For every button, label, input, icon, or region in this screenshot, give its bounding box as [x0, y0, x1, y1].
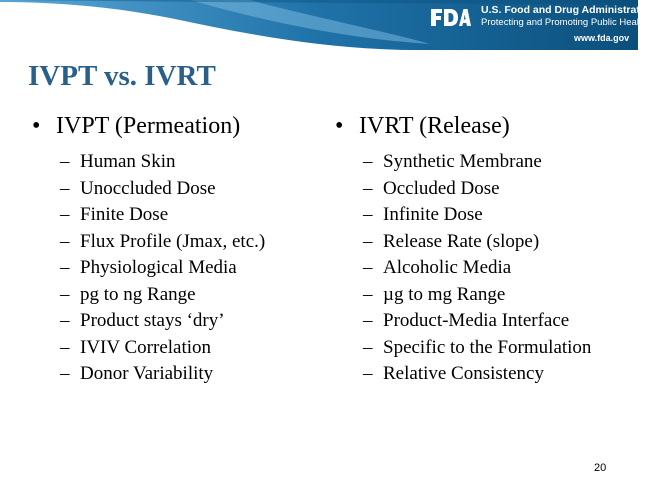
org-tagline: Protecting and Promoting Public Health [481, 17, 647, 28]
list-item [335, 205, 615, 224]
dash-icon: – [363, 283, 373, 305]
dash-icon: – [363, 230, 373, 252]
list-item-text: Human Skin [80, 151, 176, 172]
list-item-text: Donor Variability [80, 363, 214, 384]
list-item-text: µg to mg Range [383, 283, 506, 305]
list-item [335, 232, 615, 251]
dash-icon: – [60, 336, 70, 358]
list-item-text: IVIV Correlation [80, 336, 212, 358]
list-item [32, 179, 312, 198]
list-item [32, 258, 312, 277]
fda-logo-icon [429, 6, 471, 28]
dash-icon: – [60, 283, 70, 305]
list-item-text: Synthetic Membrane [383, 151, 542, 172]
list-item [335, 258, 615, 277]
ivrt-heading-text: IVRT (Release) [359, 113, 510, 139]
list-item [32, 205, 312, 224]
list-item-text: Product stays ‘dry’ [80, 310, 225, 331]
list-item [32, 152, 312, 171]
list-item-text: Relative Consistency [383, 363, 544, 384]
org-url: www.fda.gov [574, 33, 630, 43]
list-item [335, 338, 615, 357]
ivpt-list [32, 152, 312, 383]
dash-icon: – [363, 151, 373, 172]
list-item-text: Unoccluded Dose [80, 177, 216, 199]
ivpt-column [32, 112, 312, 391]
dash-icon: – [60, 363, 70, 384]
list-item [335, 311, 615, 330]
ivrt-heading [335, 112, 615, 140]
ivpt-heading [32, 112, 312, 140]
list-item-text: Physiological Media [80, 257, 237, 278]
list-item [32, 338, 312, 357]
list-item-text: Occluded Dose [383, 177, 500, 199]
dash-icon: – [60, 177, 70, 199]
list-item [32, 232, 312, 251]
list-item-text: Specific to the Formulation [383, 336, 592, 358]
list-item [335, 152, 615, 171]
bullet-icon: • [335, 113, 344, 139]
header-banner [0, 0, 656, 50]
dash-icon: – [60, 310, 70, 331]
list-item-text: Product-Media Interface [383, 310, 570, 331]
dash-icon: – [363, 363, 373, 384]
dash-icon: – [363, 177, 373, 199]
ivrt-list [335, 152, 615, 383]
list-item-text: Finite Dose [80, 204, 169, 225]
list-item-text: Flux Profile (Jmax, etc.) [80, 230, 266, 252]
bullet-icon: • [32, 113, 41, 139]
dash-icon: – [60, 230, 70, 252]
list-item [335, 364, 615, 383]
list-item-text: Alcoholic Media [383, 257, 512, 278]
dash-icon: – [363, 336, 373, 358]
dash-icon: – [363, 310, 373, 331]
list-item [335, 179, 615, 198]
dash-icon: – [363, 204, 373, 225]
dash-icon: – [60, 151, 70, 172]
ivpt-heading-text: IVPT (Permeation) [56, 113, 241, 139]
list-item-text: Release Rate (slope) [383, 230, 540, 252]
list-item [32, 311, 312, 330]
list-item [32, 364, 312, 383]
ivrt-column [335, 112, 615, 391]
list-item [32, 285, 312, 304]
dash-icon: – [60, 257, 70, 278]
list-item [335, 285, 615, 304]
list-item-text: pg to ng Range [80, 283, 196, 305]
dash-icon: – [363, 257, 373, 278]
page-number: 20 [594, 462, 607, 474]
org-name: U.S. Food and Drug Administration [481, 4, 656, 16]
slide-title: IVPT vs. IVRT [28, 60, 216, 92]
dash-icon: – [60, 204, 70, 225]
list-item-text: Infinite Dose [383, 204, 483, 225]
